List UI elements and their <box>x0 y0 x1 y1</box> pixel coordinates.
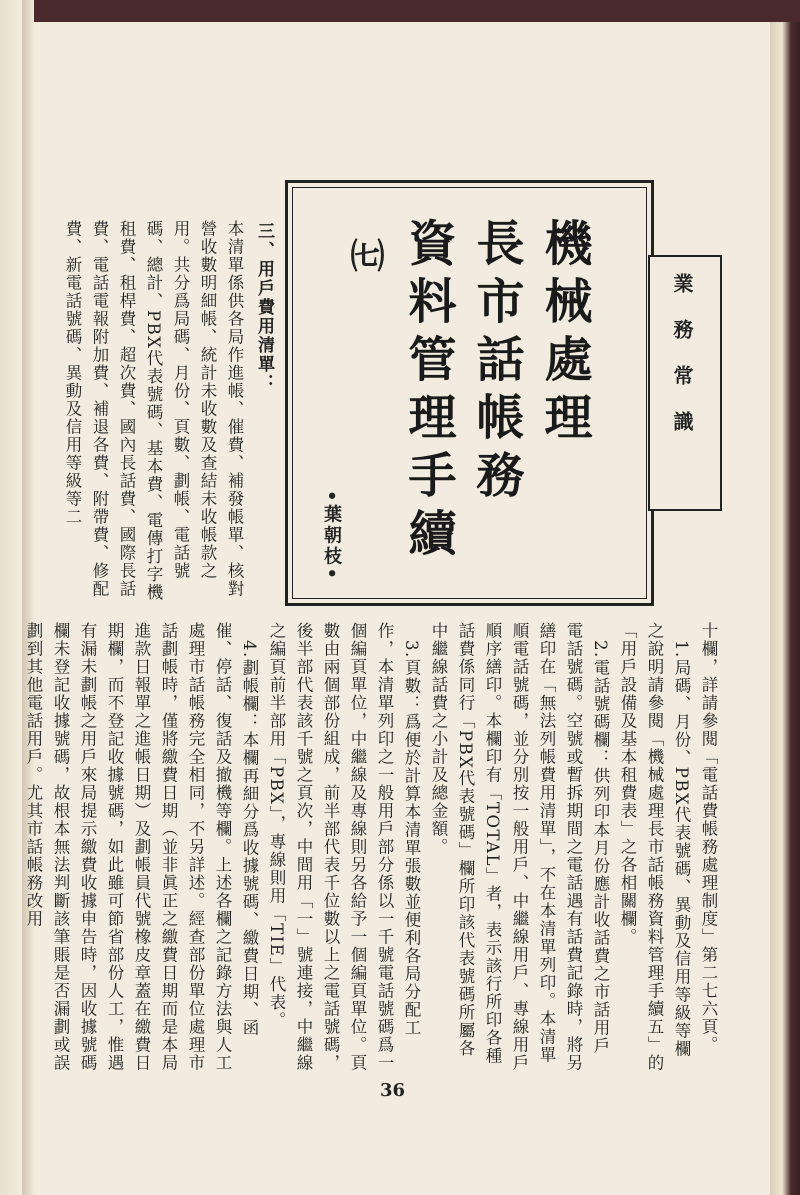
left-binding <box>0 0 22 1195</box>
top-cover-edge <box>34 0 800 22</box>
title-line-3: 資料管理手續 <box>400 218 456 566</box>
title-line-1: 機械處理 <box>536 218 592 450</box>
upper-body-text: 本清單係供各局作進帳、催費、補發帳單、核對營收數明細帳、統計未收數及查結未收帳款之用。共分爲局碼、月份、頁數、劃帳、電話號碼、總計、PBX代表號碼、基本費、電傳打字機租費、租桿費、超次費、國內長話費、國際長話費、電話電報附加費、補退各費、附帶費、修配費、新電話號碼、異動及信用等級等二 <box>63 220 244 602</box>
author-name: •葉朝枝• <box>321 490 342 583</box>
page-gutter <box>22 0 34 1195</box>
column-label: 業務常識 <box>670 273 694 457</box>
column-label-box <box>648 255 722 511</box>
lower-body-text: 十欄，詳請參閱「電話費帳務處理制度」第二七六頁。 1.局碼、月份、PBX代表號碼、異動及信用等級等欄之說明請參閱「機械處理長市話帳務資料管理手續五」的「用戶設備及基本租費表」之各相關欄。 2.電話號碼欄：供列印本月份應計收話費之市話用戶電話號碼。空號或暫拆期間之電話遇有話費記錄時，將另繕印在「無法列帳費用清單」，不在本清單列印。本清單順電話號碼，並分別按一般用戶、中繼線用戶、專線用戶順序繕印。本欄印有「TOTAL」者，表示該行所印各種話費係同行「PBX代表號碼」欄所印該代表號碼所屬各中繼線話費之小計及總金額。 3.頁數：爲便於計算本清單張數並便利各局分配工作，本清單列印之一般用戶部分係以一千號電話號碼爲一個編頁單位，中繼線及專線則另各給予一個編頁單位。頁數由兩個部份組成，前半部代表千位數以上之電話號碼，後半部代表該千號之頁次，中間用「一」號連接，中繼線之編頁前半部用「PBX」，專線則用「TIE」代表。 4.劃帳欄：本欄再細分爲收據號碼、繳費日期、函催、停話、復話及撤機等欄。上述各欄之記錄方法與人工處理市話帳務完全相同，不另詳述。經查部份單位處理市話劃帳時，僅將繳費日期（並非眞正之繳費日期而是本局進款日報單之進帳日期）及劃帳員代號橡皮章蓋在繳費日期欄，而不登記收據號碼，如此雖可節省部份人工，惟遇有漏未劃帳之用戶來局提示繳費收據申告時，因收據號碼欄未登記收據號碼，故根本無法判斷該筆賬是否漏劃或誤劃到其他電話用戶。尤其市話帳務改用 <box>24 622 718 1072</box>
right-cover-edge <box>770 22 800 1195</box>
section-heading: 三、用戶費用清單： <box>254 222 274 393</box>
article-number: ㈦ <box>344 238 384 272</box>
page-number: 36 <box>380 1080 406 1101</box>
title-line-2: 長市話帳務 <box>468 218 524 508</box>
